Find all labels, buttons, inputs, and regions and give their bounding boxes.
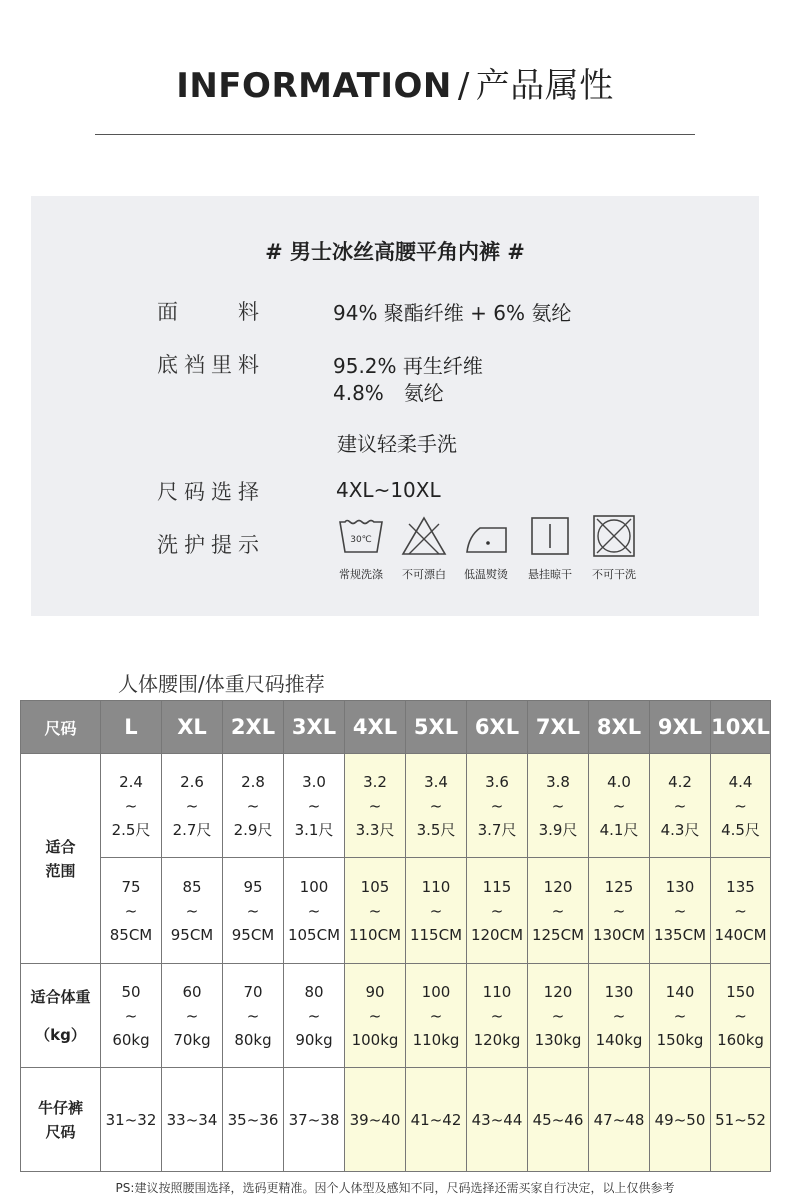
range-tilde: ~	[124, 901, 138, 920]
range-tilde: ~	[368, 796, 382, 815]
range-from: 60	[182, 982, 202, 1001]
range-to: 130CM	[592, 925, 646, 944]
waist-cm-cell	[650, 858, 711, 964]
waist-chi-cell	[650, 754, 711, 858]
row-label-line: 适合体重	[30, 987, 91, 1006]
range-to: 110CM	[348, 925, 402, 944]
weight-cell	[467, 964, 528, 1068]
range-to: 3.9尺	[538, 820, 578, 839]
heading-separator: /	[457, 66, 470, 106]
range-to: 4.5尺	[721, 820, 760, 839]
weight-cell	[589, 964, 650, 1068]
range-tilde: ~	[368, 901, 382, 920]
care-label-hang-dry: 悬挂晾干	[528, 568, 572, 581]
range-from: 2.8	[241, 772, 265, 791]
weight-cell	[406, 964, 467, 1068]
crotch-lining-label: 底裆里料	[157, 353, 265, 377]
range-tilde: ~	[307, 1006, 321, 1025]
fabric-label: 面 料	[157, 300, 265, 324]
waist-cm-cell	[589, 858, 650, 964]
range-from: 4.0	[607, 772, 631, 791]
weight-cell	[223, 964, 284, 1068]
range-to: 2.5尺	[111, 820, 151, 839]
jeans-size-row	[21, 1068, 771, 1172]
range-from: 85	[182, 877, 202, 896]
range-tilde: ~	[246, 901, 260, 920]
range-from: 125	[604, 877, 634, 896]
range-to: 3.1尺	[294, 820, 334, 839]
range-from: 70	[243, 982, 263, 1001]
range-tilde: ~	[185, 796, 199, 815]
range-tilde: ~	[490, 901, 504, 920]
range-to: 135CM	[653, 925, 707, 944]
range-tilde: ~	[429, 901, 443, 920]
waist-chi-label-cell	[21, 754, 101, 964]
size-header-cell: 2XL	[223, 701, 284, 754]
heading-chinese: 产品属性	[475, 66, 614, 106]
size-header-cell: 4XL	[345, 701, 406, 754]
heading-english: INFORMATION	[176, 66, 452, 106]
size-header-row	[21, 701, 771, 754]
range-from: 2.4	[119, 772, 143, 791]
range-tilde: ~	[429, 796, 443, 815]
waist-chi-cell	[101, 754, 162, 858]
waist-cm-cell	[528, 858, 589, 964]
range-to: 120kg	[473, 1030, 521, 1049]
waist-cm-cell	[284, 858, 345, 964]
range-from: 50	[121, 982, 141, 1001]
range-tilde: ~	[307, 796, 321, 815]
row-label-line: 范围	[45, 861, 76, 880]
range-from: 120	[543, 877, 573, 896]
size-header-cell: 3XL	[284, 701, 345, 754]
range-to: 85CM	[109, 925, 153, 944]
range-tilde: ~	[124, 796, 138, 815]
range-tilde: ~	[673, 796, 687, 815]
waist-chi-cell	[467, 754, 528, 858]
size-choice-value: 4XL~10XL	[336, 478, 441, 502]
range-tilde: ~	[429, 1006, 443, 1025]
range-to: 95CM	[170, 925, 214, 944]
range-tilde: ~	[612, 1006, 626, 1025]
jeans-size-cell: 39~40	[345, 1068, 406, 1172]
range-tilde: ~	[734, 1006, 747, 1025]
hang-dry-icon	[520, 514, 580, 560]
range-from: 140	[665, 982, 695, 1001]
jeans-size-cell: 41~42	[406, 1068, 467, 1172]
jeans-size-cell: 51~52	[711, 1068, 771, 1172]
waist-chi-row	[21, 754, 771, 858]
jeans-size-cell: 37~38	[284, 1068, 345, 1172]
range-tilde: ~	[673, 901, 687, 920]
range-tilde: ~	[124, 1006, 138, 1025]
range-from: 80	[304, 982, 324, 1001]
range-to: 120CM	[470, 925, 524, 944]
size-header-cell: 6XL	[467, 701, 528, 754]
jeans-size-cell: 49~50	[650, 1068, 711, 1172]
range-from: 75	[121, 877, 141, 896]
range-to: 2.9尺	[233, 820, 273, 839]
range-to: 115CM	[409, 925, 463, 944]
range-tilde: ~	[734, 901, 747, 920]
range-to: 2.7尺	[172, 820, 212, 839]
range-to: 110kg	[412, 1030, 460, 1049]
care-label-wash: 常规洗涤	[339, 568, 383, 581]
range-tilde: ~	[368, 1006, 382, 1025]
range-to: 95CM	[231, 925, 275, 944]
size-header-cell: 7XL	[528, 701, 589, 754]
waist-chi-cell	[528, 754, 589, 858]
waist-cm-cell	[406, 858, 467, 964]
iron-low-icon	[456, 514, 516, 560]
jeans-size-cell: 31~32	[101, 1068, 162, 1172]
row-label-line: （kg）	[35, 1025, 86, 1044]
range-to: 125CM	[531, 925, 585, 944]
waist-chi-cell	[406, 754, 467, 858]
weight-cell	[711, 964, 771, 1068]
size-header-cell: 9XL	[650, 701, 711, 754]
range-from: 90	[365, 982, 385, 1001]
waist-cm-cell	[711, 858, 771, 964]
weight-cell	[284, 964, 345, 1068]
range-to: 3.7尺	[477, 820, 517, 839]
range-to: 140kg	[595, 1030, 643, 1049]
range-from: 4.2	[668, 772, 692, 791]
size-header-cell: 8XL	[589, 701, 650, 754]
range-from: 4.4	[728, 772, 753, 791]
waist-cm-cell	[101, 858, 162, 964]
product-title: # 男士冰丝高腰平角内裤 #	[265, 240, 525, 264]
range-from: 135	[726, 877, 755, 896]
row-label-line: 牛仔裤	[37, 1098, 83, 1117]
range-tilde: ~	[551, 901, 565, 920]
section-heading	[0, 58, 790, 107]
range-from: 110	[421, 877, 451, 896]
range-tilde: ~	[612, 796, 626, 815]
range-to: 70kg	[173, 1030, 211, 1049]
range-tilde: ~	[551, 1006, 565, 1025]
range-to: 90kg	[295, 1030, 333, 1049]
size-header-cell: L	[101, 701, 162, 754]
weight-cell	[101, 964, 162, 1068]
jeans-size-cell: 47~48	[589, 1068, 650, 1172]
range-to: 140CM	[714, 925, 767, 944]
range-tilde: ~	[490, 1006, 504, 1025]
range-to: 60kg	[112, 1030, 150, 1049]
waist-chi-cell	[345, 754, 406, 858]
range-from: 3.6	[485, 772, 509, 791]
size-header-cell: 5XL	[406, 701, 467, 754]
waist-chi-cell	[162, 754, 223, 858]
range-from: 2.6	[180, 772, 204, 791]
row-label-line: 适合	[45, 837, 76, 856]
range-to: 160kg	[717, 1030, 764, 1049]
care-tips-label: 洗护提示	[157, 533, 265, 557]
range-from: 100	[421, 982, 451, 1001]
range-from: 150	[726, 982, 755, 1001]
range-tilde: ~	[612, 901, 626, 920]
range-tilde: ~	[307, 901, 321, 920]
footnote: PS:建议按照腰围选择，选码更精准。因个人体型及感知不同，尺码选择还需买家自行决定，以上仅供参考	[115, 1181, 675, 1195]
crotch-lining-value-1: 95.2% 再生纤维	[333, 354, 483, 378]
wash-temp-text: 30℃	[350, 535, 372, 545]
range-from: 120	[543, 982, 573, 1001]
range-from: 130	[665, 877, 695, 896]
weight-cell	[650, 964, 711, 1068]
range-from: 130	[604, 982, 634, 1001]
size-header-cell: 10XL	[711, 701, 771, 754]
range-tilde: ~	[246, 796, 260, 815]
waist-chi-cell	[223, 754, 284, 858]
weight-label-cell	[21, 964, 101, 1068]
range-tilde: ~	[734, 796, 747, 815]
size-choice-label: 尺码选择	[157, 480, 265, 504]
range-tilde: ~	[185, 901, 199, 920]
heading-divider	[95, 134, 695, 135]
range-to: 3.5尺	[416, 820, 456, 839]
wash-advice: 建议轻柔手洗	[337, 432, 457, 456]
waist-cm-cell	[162, 858, 223, 964]
size-corner-cell: 尺码	[21, 701, 101, 754]
waist-chi-cell	[711, 754, 771, 858]
range-tilde: ~	[246, 1006, 260, 1025]
range-from: 100	[299, 877, 329, 896]
range-from: 3.2	[363, 772, 387, 791]
waist-cm-cell	[467, 858, 528, 964]
range-tilde: ~	[185, 1006, 199, 1025]
jeans-size-cell: 33~34	[162, 1068, 223, 1172]
no-bleach-icon	[394, 514, 454, 560]
range-to: 4.1尺	[599, 820, 639, 839]
weight-cell	[528, 964, 589, 1068]
range-to: 100kg	[351, 1030, 399, 1049]
care-label-no-dryclean: 不可干洗	[592, 568, 636, 581]
range-tilde: ~	[551, 796, 565, 815]
range-from: 3.8	[546, 772, 570, 791]
range-to: 80kg	[234, 1030, 272, 1049]
range-tilde: ~	[490, 796, 504, 815]
care-label-iron: 低温熨烫	[464, 568, 508, 581]
range-tilde: ~	[673, 1006, 687, 1025]
range-to: 150kg	[656, 1030, 704, 1049]
row-label-line: 尺码	[45, 1122, 76, 1141]
wash-30-icon	[331, 514, 391, 560]
range-from: 3.0	[302, 772, 326, 791]
range-to: 4.3尺	[660, 820, 700, 839]
jeans-size-cell: 45~46	[528, 1068, 589, 1172]
range-from: 110	[482, 982, 512, 1001]
waist-cm-row	[21, 858, 771, 964]
weight-row	[21, 964, 771, 1068]
jeans-size-label-cell	[21, 1068, 101, 1172]
waist-cm-cell	[223, 858, 284, 964]
range-to: 130kg	[534, 1030, 582, 1049]
fabric-value: 94% 聚酯纤维 + 6% 氨纶	[333, 301, 572, 325]
range-from: 3.4	[424, 772, 448, 791]
crotch-lining-value-2: 4.8% 氨纶	[333, 381, 444, 405]
care-label-no-bleach: 不可漂白	[402, 568, 446, 581]
jeans-size-cell: 35~36	[223, 1068, 284, 1172]
no-dryclean-icon	[584, 514, 644, 560]
size-table	[20, 700, 771, 1172]
weight-cell	[162, 964, 223, 1068]
range-from: 95	[243, 877, 263, 896]
range-from: 105	[360, 877, 390, 896]
range-to: 3.3尺	[355, 820, 395, 839]
size-table-title: 人体腰围/体重尺码推荐	[118, 672, 325, 696]
range-to: 105CM	[287, 925, 341, 944]
waist-cm-cell	[345, 858, 406, 964]
range-from: 115	[482, 877, 512, 896]
jeans-size-cell: 43~44	[467, 1068, 528, 1172]
weight-cell	[345, 964, 406, 1068]
waist-chi-cell	[284, 754, 345, 858]
size-header-cell: XL	[162, 701, 223, 754]
waist-chi-cell	[589, 754, 650, 858]
